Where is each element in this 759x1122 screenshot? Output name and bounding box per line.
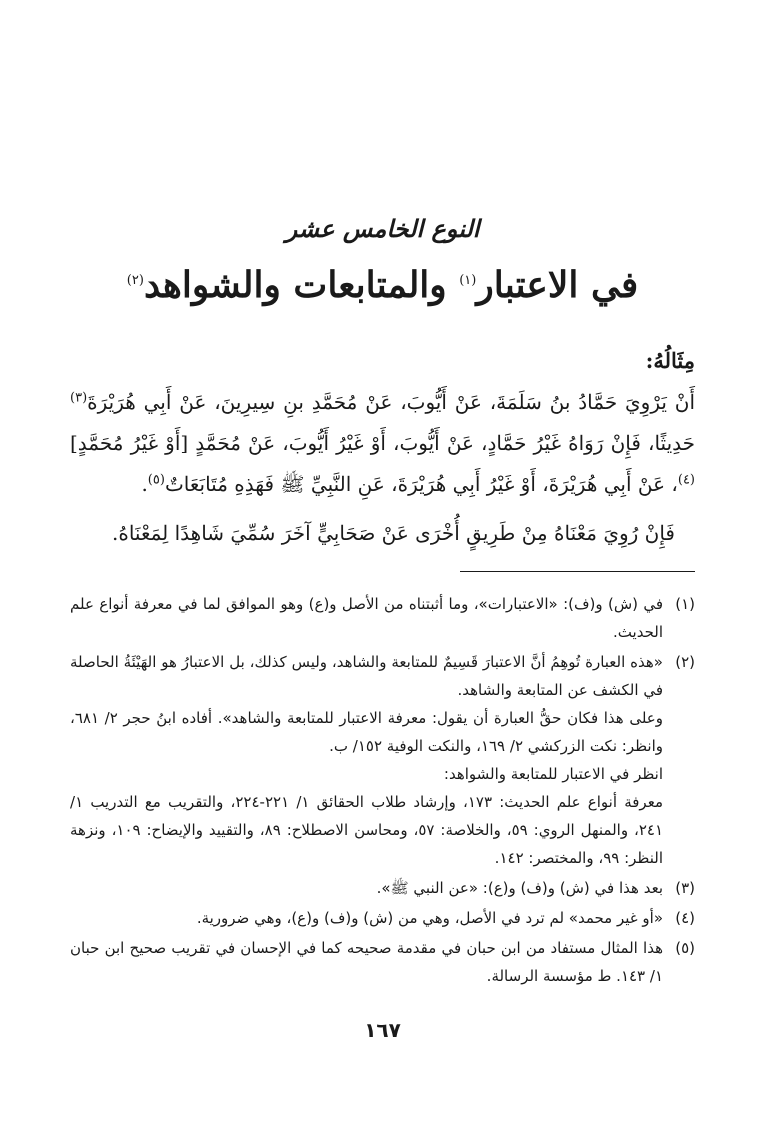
main-paragraph-2: فَإِنْ رُوِيَ مَعْنَاهُ مِنْ طَرِيقٍ أُخْرَى عَنْ صَحَابِيٍّ آخَرَ سُمِّيَ شَاهِدًا لِمَعْنَاهُ. xyxy=(111,521,675,545)
footnotes xyxy=(70,590,695,992)
footnote-body xyxy=(70,904,663,932)
footnote-ref-5[interactable]: (٥) xyxy=(147,472,165,488)
main-text-segment: ، عَنْ أَبِي هُرَيْرَةَ، أَوْ غَيْرُ أَبِي هُرَيْرَةَ، عَنِ النَّبِيِّ ﷺ فَهَذِهِ مُتَابَعَاتٌ xyxy=(164,472,678,496)
main-text-segment: حَدِيثًا، فَإِنْ رَوَاهُ غَيْرُ حَمَّادٍ، عَنْ أَيُّوبَ، أَوْ غَيْرُ أَيُّوبَ، عَنْ مُحَمَّدٍ [أَوْ غَيْرُ مُحَمَّدٍ] xyxy=(70,431,695,455)
footnote-1 xyxy=(70,590,695,646)
footnote-number: (١) xyxy=(675,595,695,613)
footnote-number: (٢) xyxy=(675,653,695,671)
footnote-text: في (ش) و(ف): «الاعتبارات»، وما أثبتناه من الأصل و(ع) وهو الموافق لما في معرفة أنواع علم الحديث. xyxy=(70,595,663,641)
footnote-text: بعد هذا في (ش) و(ف) و(ع): «عن النبي ﷺ». xyxy=(376,879,663,897)
footnote-ref-2[interactable]: (٢) xyxy=(126,273,144,288)
chapter-title-part1: في الاعتبار xyxy=(476,264,639,306)
footnote-number: (٤) xyxy=(675,909,695,927)
footnote-text: «أو غير محمد» لم ترد في الأصل، وهي من (ش) و(ف) و(ع)، وهي ضرورية. xyxy=(196,909,663,927)
footnote-number: (٣) xyxy=(675,879,695,897)
footnote-2 xyxy=(70,648,695,872)
main-text-segment: أَنْ يَرْوِيَ حَمَّادُ بنُ سَلَمَةَ، عَنْ أَيُّوبَ، عَنْ مُحَمَّدِ بنِ سِيرِينَ، عَنْ أَبِي هُرَيْرَةَ xyxy=(87,390,695,414)
footnote-separator xyxy=(460,571,695,572)
book-page xyxy=(70,0,695,1122)
page-number: ١٦٧ xyxy=(364,1018,401,1042)
footnote-text: «هذه العبارة تُوهِمُ أنَّ الاعتبارَ قَسِيمٌ للمتابعة والشاهد، وليس كذلك، بل الاعتبارُ هو الهَيْئَةُ الحاصلة في الكشف عن المتابعة والشاهد. xyxy=(70,653,663,699)
main-text-segment: . xyxy=(141,472,148,496)
main-paragraph-1 xyxy=(70,382,695,505)
footnote-text: انظر في الاعتبار للمتابعة والشواهد: xyxy=(443,765,663,783)
footnote-body xyxy=(70,648,663,872)
footnote-text: هذا المثال مستفاد من ابن حبان في مقدمة صحيحه كما في الإحسان في تقريب صحيح ابن حبان ١/ ١٤٣. ط مؤسسة الرسالة. xyxy=(70,939,663,985)
footnote-body xyxy=(70,590,663,646)
footnote-ref-3[interactable]: (٣) xyxy=(70,390,88,406)
footnote-4 xyxy=(70,904,695,932)
chapter-title-part2: والمتابعات والشواهد xyxy=(143,264,460,306)
footnote-number: (٥) xyxy=(675,939,695,957)
chapter-kicker: النوع الخامس عشر xyxy=(285,214,480,243)
footnote-text: معرفة أنواع علم الحديث: ١٧٣، وإرشاد طلاب الحقائق ١/ ٢٢١-٢٢٤، والتقريب مع التدريب ١/ ٢٤١، والمنهل الروي: ٥٩، والخلاصة: ٥٧، ومحاسن الاصطلاح: ٨٩، والتقييد والإيضاح: ١٠٩، ونزهة النظر: ٩٩، والمختصر: ١٤٢. xyxy=(70,793,663,867)
footnote-text: وعلى هذا فكان حقُّ العبارة أن يقول: معرفة الاعتبار للمتابعة والشاهد». أفاده ابنُ حجر ٢/ ٦٨١، وانظر: نكت الزركشي ٢/ ١٦٩، والنكت الوفية ١٥٢/ ب. xyxy=(70,709,663,755)
example-label: مِثَالُهُ: xyxy=(645,348,695,373)
footnote-body xyxy=(70,874,663,902)
chapter-title xyxy=(70,262,695,309)
main-text xyxy=(70,382,695,554)
footnote-5 xyxy=(70,934,695,990)
footnote-ref-4[interactable]: (٤) xyxy=(677,472,695,488)
footnote-3 xyxy=(70,874,695,902)
footnote-body xyxy=(70,934,663,990)
footnote-ref-1[interactable]: (١) xyxy=(459,273,477,288)
